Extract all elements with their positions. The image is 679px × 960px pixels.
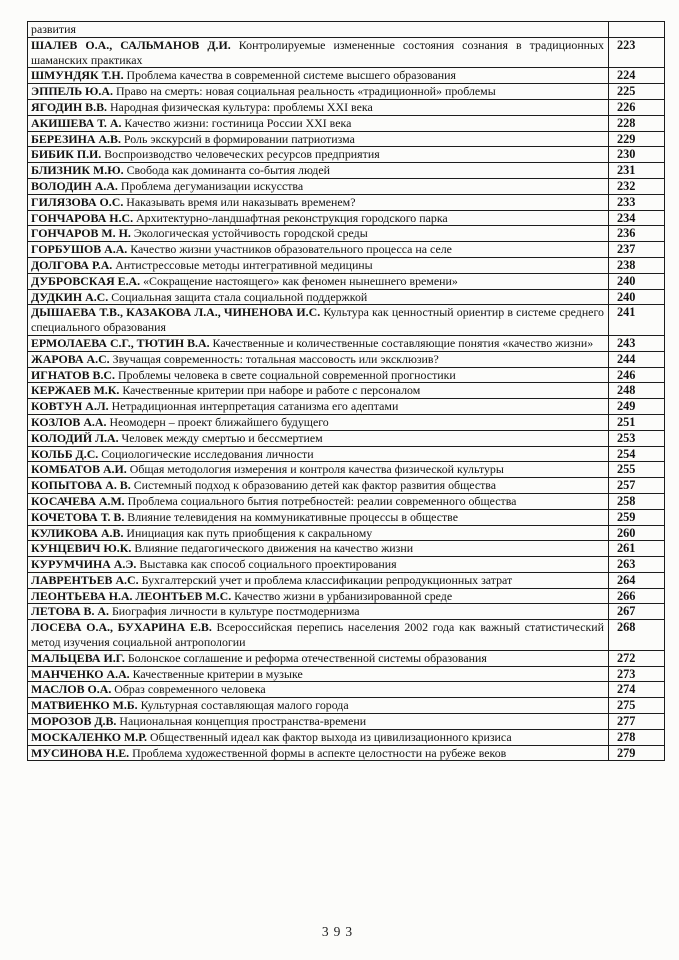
entry-authors: МАНЧЕНКО А.А. [31, 666, 130, 681]
entry-cell [28, 273, 609, 289]
entry-cell [28, 226, 609, 242]
entry-authors: ДЫШАЕВА Т.В., КАЗАКОВА Л.А., ЧИНЕНОВА И.С. [31, 305, 321, 320]
table-row [28, 131, 665, 147]
entry-cell [28, 604, 609, 620]
entry-cell [28, 147, 609, 163]
entry-page-number: 274 [609, 682, 665, 698]
table-row [28, 367, 665, 383]
table-row [28, 572, 665, 588]
entry-page-number [609, 22, 665, 38]
entry-cell [28, 115, 609, 131]
entry-authors: ВОЛОДИН А.А. [31, 178, 118, 193]
entry-page-number: 225 [609, 84, 665, 100]
entry-page-number: 259 [609, 509, 665, 525]
entry-authors: МАСЛОВ О.А. [31, 682, 112, 697]
entry-title: Качество жизни: гостиница России XXI века [124, 115, 352, 130]
entry-cell [28, 194, 609, 210]
entry-page-number: 223 [609, 37, 665, 68]
entry-authors: КОЧЕТОВА Т. В. [31, 509, 125, 524]
table-row [28, 430, 665, 446]
entry-cell [28, 698, 609, 714]
table-row [28, 68, 665, 84]
table-row [28, 194, 665, 210]
table-row [28, 414, 665, 430]
entry-title: Нетрадиционная интерпретация сатанизма его адептами [111, 399, 399, 414]
entry-authors: КУРУМЧИНА А.Э. [31, 557, 137, 572]
entry-authors: КОПЫТОВА А. В. [31, 478, 131, 493]
entry-cell [28, 367, 609, 383]
entry-cell [28, 68, 609, 84]
entry-cell [28, 383, 609, 399]
entry-cell [28, 305, 609, 336]
table-row [28, 383, 665, 399]
entry-cell [28, 178, 609, 194]
table-row [28, 462, 665, 478]
entry-cell [28, 745, 609, 761]
entry-authors: ЕРМОЛАЕВА С.Г., ТЮТИН В.А. [31, 335, 210, 350]
entry-cell [28, 414, 609, 430]
entry-title: Бухгалтерский учет и проблема классификации репродукционных затрат [141, 572, 513, 587]
entry-authors: ГОРБУШОВ А.А. [31, 242, 128, 257]
entry-page-number: 224 [609, 68, 665, 84]
entry-cell [28, 478, 609, 494]
entry-authors: МУСИНОВА Н.Е. [31, 745, 130, 760]
entry-page-number: 277 [609, 714, 665, 730]
entry-page-number: 272 [609, 650, 665, 666]
entry-authors: ЛЕТОВА В. А. [31, 604, 109, 619]
entry-page-number: 226 [609, 99, 665, 115]
table-row [28, 620, 665, 651]
entry-authors: ДУБРОВСКАЯ Е.А. [31, 273, 141, 288]
entry-title: Выставка как способ социального проектирования [139, 557, 397, 572]
entry-cell [28, 650, 609, 666]
entry-page-number: 251 [609, 414, 665, 430]
entry-cell [28, 99, 609, 115]
table-row [28, 22, 665, 38]
entry-title: Контролируемые измененные состояния сознания в традиционных шаманских практиках [31, 37, 604, 67]
entry-cell [28, 620, 609, 651]
entry-cell [28, 572, 609, 588]
entry-page-number: 243 [609, 335, 665, 351]
entry-title: Системный подход к образованию детей как фактор развития общества [133, 478, 497, 493]
entry-authors: ШМУНДЯК Т.Н. [31, 68, 124, 83]
entry-page-number: 241 [609, 305, 665, 336]
table-row [28, 351, 665, 367]
table-row [28, 257, 665, 273]
entry-cell [28, 257, 609, 273]
table-row [28, 399, 665, 415]
entry-authors: БИБИК П.И. [31, 147, 102, 162]
entry-authors: ГИЛЯЗОВА О.С. [31, 194, 124, 209]
entry-title: Неомодерн – проект ближайшего будущего [109, 414, 329, 429]
entry-cell [28, 541, 609, 557]
table-row [28, 493, 665, 509]
entry-cell [28, 525, 609, 541]
entry-title: Звучащая современность: тотальная массовость или эксклюзив? [112, 351, 439, 366]
entry-cell [28, 399, 609, 415]
entry-authors: МАТВИЕНКО М.Б. [31, 698, 138, 713]
entry-authors: БЛИЗНИК М.Ю. [31, 163, 124, 178]
entry-cell [28, 242, 609, 258]
entry-title: Общая методология измерения и контроля качества физической культуры [129, 462, 504, 477]
entry-title: Воспроизводство человеческих ресурсов предприятия [104, 147, 380, 162]
entry-cell [28, 729, 609, 745]
entry-page-number: 260 [609, 525, 665, 541]
entry-authors: ГОНЧАРОВ М. Н. [31, 226, 131, 241]
table-row [28, 525, 665, 541]
entry-page-number: 240 [609, 289, 665, 305]
entry-page-number: 263 [609, 557, 665, 573]
entry-authors: МАЛЬЦЕВА И.Г. [31, 650, 125, 665]
entry-authors: БЕРЕЗИНА А.В. [31, 131, 121, 146]
table-row [28, 84, 665, 100]
entry-page-number: 230 [609, 147, 665, 163]
entry-page-number: 255 [609, 462, 665, 478]
entry-title: Качественные и количественные составляющие понятия «качество жизни» [212, 335, 594, 350]
entry-cell [28, 446, 609, 462]
entry-title: Культурная составляющая малого города [140, 698, 349, 713]
entry-title: Человек между смертью и бессмертием [121, 430, 323, 445]
entry-authors: ДУДКИН А.С. [31, 289, 109, 304]
entry-page-number: 258 [609, 493, 665, 509]
toc-table [27, 21, 665, 761]
entry-page-number: 266 [609, 588, 665, 604]
table-row [28, 541, 665, 557]
entry-title: Право на смерть: новая социальная реальность «традиционной» проблемы [115, 84, 496, 99]
table-row [28, 446, 665, 462]
entry-title: Биография личности в культуре постмодернизма [111, 604, 360, 619]
entry-cell [28, 289, 609, 305]
entry-authors: КЕРЖАЕВ М.К. [31, 383, 120, 398]
entry-cell [28, 22, 609, 38]
entry-cell [28, 131, 609, 147]
entry-cell [28, 509, 609, 525]
entry-authors: КОЛЬБ Д.С. [31, 446, 99, 461]
entry-title: Наказывать время или наказывать временем? [126, 194, 356, 209]
entry-title: Роль экскурсий в формировании патриотизма [123, 131, 355, 146]
entry-title: развития [31, 22, 76, 36]
entry-authors: ЛЕОНТЬЕВА Н.А. ЛЕОНТЬЕВ М.С. [31, 588, 232, 603]
table-row [28, 698, 665, 714]
entry-page-number: 264 [609, 572, 665, 588]
entry-title: «Сокращение настоящего» как феномен нынешнего времени» [143, 273, 458, 288]
table-row [28, 163, 665, 179]
entry-title: Влияние телевидения на коммуникативные процессы в обществе [127, 509, 459, 524]
entry-authors: КОЗЛОВ А.А. [31, 414, 107, 429]
entry-title: Болонское соглашение и реформа отечественной системы образования [127, 650, 487, 665]
entry-title: Антистрессовые методы интегративной медицины [115, 257, 373, 272]
entry-authors: ЛОСЕВА О.А., БУХАРИНА Е.В. [31, 620, 212, 635]
entry-cell [28, 557, 609, 573]
entry-authors: ЛАВРЕНТЬЕВ А.С. [31, 572, 139, 587]
entry-cell [28, 351, 609, 367]
entry-page-number: 228 [609, 115, 665, 131]
table-row [28, 588, 665, 604]
table-row [28, 557, 665, 573]
entry-title: Проблема социального бытия потребностей: реалии современного общества [127, 493, 517, 508]
entry-page-number: 261 [609, 541, 665, 557]
entry-page-number: 248 [609, 383, 665, 399]
toc-table-body [28, 22, 665, 761]
entry-authors: КОЛОДИЙ Л.А. [31, 430, 119, 445]
entry-page-number: 278 [609, 729, 665, 745]
entry-title: Качество жизни в урбанизированной среде [234, 588, 453, 603]
page-number: 393 [321, 924, 358, 939]
entry-title: Проблемы человека в свете социальной современной прогностики [117, 367, 456, 382]
entry-title: Архитектурно-ландшафтная реконструкция городского парка [136, 210, 448, 225]
table-row [28, 37, 665, 68]
entry-title: Народная физическая культура: проблемы XXI века [109, 99, 373, 114]
entry-page-number: 232 [609, 178, 665, 194]
entry-page-number: 236 [609, 226, 665, 242]
table-row [28, 682, 665, 698]
entry-title: Культура как ценностный ориентир в системе среднего специального образования [31, 305, 604, 335]
table-row [28, 178, 665, 194]
table-row [28, 478, 665, 494]
entry-title: Влияние педагогического движения на качество жизни [134, 541, 414, 556]
table-row [28, 273, 665, 289]
entry-cell [28, 210, 609, 226]
entry-authors: АКИШЕВА Т. А. [31, 115, 122, 130]
entry-authors: ЖАРОВА А.С. [31, 351, 110, 366]
entry-authors: ЭППЕЛЬ Ю.А. [31, 84, 113, 99]
entry-title: Проблема качества в современной системе высшего образования [126, 68, 456, 83]
entry-title: Национальная концепция пространства-времени [119, 714, 367, 729]
table-row [28, 745, 665, 761]
entry-title: Образ современного человека [114, 682, 266, 697]
entry-page-number: 257 [609, 478, 665, 494]
entry-authors: ДОЛГОВА Р.А. [31, 257, 113, 272]
entry-title: Общественный идеал как фактор выхода из цивилизационного кризиса [149, 729, 512, 744]
entry-page-number: 273 [609, 666, 665, 682]
entry-page-number: 237 [609, 242, 665, 258]
table-row [28, 99, 665, 115]
entry-page-number: 229 [609, 131, 665, 147]
entry-page-number: 279 [609, 745, 665, 761]
table-row [28, 729, 665, 745]
entry-authors: КОМБАТОВ А.И. [31, 462, 127, 477]
entry-authors: ШАЛЕВ О.А., САЛЬМАНОВ Д.И. [31, 37, 231, 52]
entry-authors: МОРОЗОВ Д.В. [31, 714, 117, 729]
entry-title: Качество жизни участников образовательного процесса на селе [130, 242, 452, 257]
table-row [28, 289, 665, 305]
entry-page-number: 244 [609, 351, 665, 367]
entry-authors: ЯГОДИН В.В. [31, 99, 107, 114]
entry-authors: КОВТУН А.Л. [31, 399, 109, 414]
entry-authors: ИГНАТОВ В.С. [31, 367, 115, 382]
entry-title: Всероссийская перепись населения 2002 года как важный статистический метод изучения социальной антропологии [31, 620, 604, 650]
entry-page-number: 238 [609, 257, 665, 273]
entry-cell [28, 335, 609, 351]
entry-title: Социальная защита стала социальной поддержкой [111, 289, 368, 304]
entry-cell [28, 37, 609, 68]
entry-authors: КУНЦЕВИЧ Ю.К. [31, 541, 132, 556]
entry-authors: КУЛИКОВА А.В. [31, 525, 124, 540]
entry-cell [28, 493, 609, 509]
entry-authors: ГОНЧАРОВА Н.С. [31, 210, 134, 225]
table-row [28, 666, 665, 682]
table-row [28, 210, 665, 226]
entry-page-number: 253 [609, 430, 665, 446]
table-row [28, 305, 665, 336]
table-row [28, 226, 665, 242]
entry-page-number: 254 [609, 446, 665, 462]
entry-cell [28, 588, 609, 604]
entry-page-number: 234 [609, 210, 665, 226]
entry-title: Экологическая устойчивость городской среды [133, 226, 368, 241]
entry-page-number: 249 [609, 399, 665, 415]
entry-cell [28, 84, 609, 100]
entry-page-number: 233 [609, 194, 665, 210]
table-row [28, 147, 665, 163]
entry-title: Инициация как путь приобщения к сакральному [126, 525, 373, 540]
entry-cell [28, 666, 609, 682]
entry-cell [28, 462, 609, 478]
entry-title: Свобода как доминанта со-бытия людей [126, 163, 330, 178]
entry-cell [28, 714, 609, 730]
entry-page-number: 268 [609, 620, 665, 651]
entry-page-number: 267 [609, 604, 665, 620]
table-row [28, 714, 665, 730]
entry-title: Проблема художественной формы в аспекте целостности на рубеже веков [132, 745, 507, 760]
table-row [28, 242, 665, 258]
entry-cell [28, 430, 609, 446]
table-row [28, 650, 665, 666]
entry-cell [28, 682, 609, 698]
entry-cell [28, 163, 609, 179]
entry-authors: КОСАЧЕВА А.М. [31, 493, 125, 508]
entry-authors: МОСКАЛЕНКО М.Р. [31, 729, 147, 744]
entry-title: Проблема дегуманизации искусства [120, 178, 304, 193]
table-row [28, 509, 665, 525]
table-row [28, 115, 665, 131]
entry-title: Качественные критерии при наборе и работе с персоналом [122, 383, 421, 398]
entry-page-number: 240 [609, 273, 665, 289]
table-row [28, 335, 665, 351]
entry-title: Социологические исследования личности [101, 446, 314, 461]
entry-title: Качественные критерии в музыке [132, 666, 303, 681]
entry-page-number: 231 [609, 163, 665, 179]
entry-page-number: 275 [609, 698, 665, 714]
table-row [28, 604, 665, 620]
entry-page-number: 246 [609, 367, 665, 383]
